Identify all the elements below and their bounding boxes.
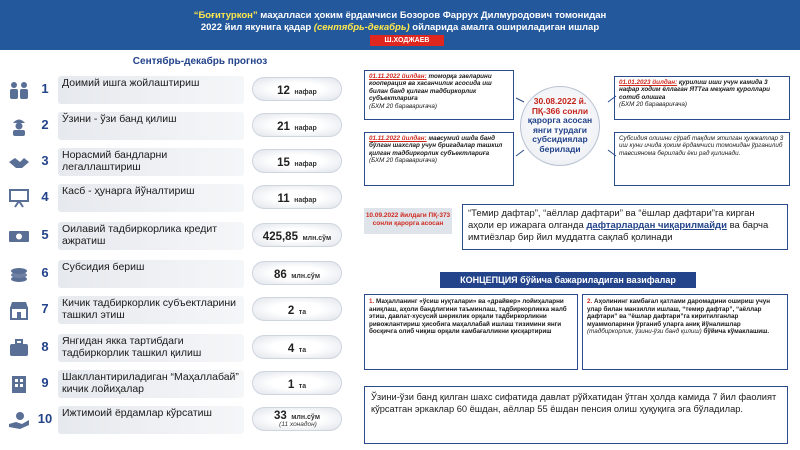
concept-task-1	[364, 294, 578, 370]
row-unit: нафар	[294, 161, 317, 168]
row-value: 86	[273, 269, 287, 281]
notebooks-text-a: “Темир дафтар”, “аёллар дафтари” ва “ёшлар дафтари”га кирган аҳоли ер ижарага олганда	[468, 208, 755, 231]
notebooks-text-b: ва барча имтиёзлар бир йил муддатга сақлаб қолинади	[468, 220, 769, 243]
box2-date: 01.01.2023 йилдан:	[619, 79, 678, 86]
row-value-pill	[252, 407, 342, 431]
row-label: Шакллантириладиган “Маҳаллабай” кичик лойиҳалар	[62, 371, 239, 395]
box1-text: томорқа заеларини кооперация ва хасанчилик асосида иш билан банд қилган тадбиркорлик субъектлариға	[369, 73, 492, 103]
row-value: 1	[287, 379, 295, 391]
row-unit: нафар	[294, 197, 317, 204]
row-label: Оилавий тадбиркорлика кредит ажратиш	[62, 223, 218, 247]
circle-arrows	[512, 80, 622, 190]
header-red-label: Ш.ХОДЖАЕВ	[370, 35, 444, 46]
forecast-row	[4, 108, 346, 143]
header-line-2-a: 2022 йил якунига қадар	[200, 22, 312, 33]
row-value-pill	[252, 185, 342, 209]
forecast-row	[4, 292, 346, 327]
forecast-row	[4, 218, 346, 253]
circle-date: 30.08.2022 й.	[533, 96, 587, 106]
concept-heading: КОНЦЕПЦИЯ бўйича бажариладиган вазифалар	[440, 272, 696, 288]
handshake-icon	[8, 152, 30, 172]
row-unit: та	[298, 309, 307, 316]
row-value-pill	[252, 77, 342, 101]
row-number: 9	[41, 375, 49, 390]
row-label: Кичик тадбиркорлик субъектларини ташкил этиш	[62, 297, 237, 321]
box3-date: 01.11.2022 йилдан:	[369, 135, 427, 142]
box3-note: (БХМ 20 баравариғача)	[369, 157, 437, 165]
row-number: 4	[41, 189, 49, 204]
row-value-pill	[252, 149, 342, 173]
row-unit: нафар	[294, 89, 317, 96]
row-value-pill	[252, 371, 342, 395]
forecast-row	[4, 330, 346, 365]
row-label-box	[58, 334, 244, 362]
shop-icon	[8, 300, 30, 320]
concept-task-2	[582, 294, 788, 370]
coins-icon	[8, 264, 30, 284]
row-number: 6	[41, 265, 49, 280]
row-value: 15	[277, 157, 290, 169]
forecast-row	[4, 180, 346, 215]
row-label-box	[58, 296, 244, 324]
row-unit: млн.сўм	[291, 414, 320, 421]
task2-text: Аҳолининг камбағал қатлами даромадини ошириш учун улар билан манзилли ишлаш, “темир дафтар”, “аёллар дафтари” ва “ёшлар дафтари”га киритилганлар муаммоларини ўрганиб уларга аниқ йўналишлар	[587, 298, 771, 328]
row-label-box	[58, 184, 244, 212]
row-value: 33	[273, 410, 287, 422]
circle-end: берилади	[539, 143, 581, 154]
row-unit: та	[298, 383, 307, 390]
task2-end: бўйича кўмаклашиш.	[701, 328, 770, 336]
header-line-1-text: маҳалласи ҳоким ёрдамчиси Бозоров Фаррух Дилмуродович томонидан	[257, 10, 607, 21]
row-number: 2	[41, 117, 49, 132]
circle-resolution: ПҚ-366 сонли	[531, 105, 589, 116]
money-icon	[8, 226, 30, 246]
row-label: Субсидия бериш	[62, 261, 145, 273]
help-hand-icon	[8, 410, 30, 430]
header-line-2	[0, 22, 800, 34]
row-unit: нафар	[294, 125, 317, 132]
subsidy-box-2	[614, 76, 790, 120]
row-value-pill	[252, 223, 342, 247]
header-line-2-b: ойларида амалга ошириладиган ишлар	[409, 22, 600, 33]
forecast-row	[4, 402, 346, 437]
forecast-row	[4, 144, 346, 179]
row-label: Норасмий бандларни легаллаштириш	[62, 149, 168, 173]
circle-text: қарорга асосан янги турдаги субсидиялар	[527, 115, 593, 144]
box1-date: 01.11.2022 йилдан:	[369, 73, 427, 80]
row-label-box	[58, 406, 244, 434]
row-unit: млн.сўм	[302, 235, 332, 242]
task1-text: Маҳалланинг «ўсиш нуқталари» ва «драйвер» лойиҳаларни аниқлаш, аҳоли бандлигини таъминлаш, тадбиркорликка жалб этиш, давлат-хусусий шериклик орқали тадбиркорликни ривожлантириш ҳисобига маҳаллабай ишлаш тизимини янги босқичга олиб чиқиш орқали камбағалликни қисқартириш	[369, 298, 567, 336]
row-value-pill	[252, 297, 342, 321]
row-label-box	[58, 370, 244, 398]
row-number: 1	[41, 81, 49, 96]
box1-note: (БХМ 20 баравариғача)	[369, 102, 437, 110]
row-label: Ўзини - ўзи банд қилиш	[62, 113, 177, 125]
forecast-title: Сентябрь-декабрь прогноз	[132, 56, 268, 67]
subsidy-box-4	[614, 132, 790, 186]
header-banner	[0, 0, 800, 50]
worker-icon	[8, 116, 30, 136]
briefcase-icon	[8, 338, 30, 358]
row-number: 10	[37, 411, 53, 426]
row-value-pill	[252, 335, 342, 359]
notebooks-text-bold: дафтарлардан чиқарилмайди	[586, 220, 727, 231]
row-label: Доимий ишга жойлаштириш	[62, 77, 200, 89]
resolution-badge: 10.09.2022 йилдаги ПҚ-373 сонли қарорга асосан	[364, 208, 452, 234]
row-value: 21	[277, 121, 290, 133]
task2-number: 2.	[587, 298, 593, 305]
pension-info-box: Ўзини-ўзи банд қилган шахс сифатида давлат рўйхатидан ўтган ҳолда камида 7 йил фаолият кўрсатган эркаклар 60 ёшдан, аёллар 55 ёшдан пенсия олиш ҳуқуқига эга бўладилар.	[364, 386, 788, 444]
row-value: 2	[287, 305, 295, 317]
header-line-1	[0, 10, 800, 22]
row-label-box	[58, 112, 244, 140]
row-label-box	[58, 222, 244, 250]
row-number: 8	[41, 339, 49, 354]
people-group-icon	[8, 80, 30, 100]
box2-note: (БХМ 20 баравариғача)	[619, 101, 687, 109]
row-label: Янгидан якка тартибдаги тадбиркорлик ташкил қилиш	[62, 335, 202, 359]
notebooks-info-box	[462, 204, 788, 250]
row-unit: та	[298, 347, 307, 354]
row-value: 12	[277, 85, 290, 97]
header-period: (сентябрь-декабрь)	[311, 22, 410, 33]
box4-text: Субсидия олишни сўраб тақдим этилган ҳужжатлар 3 иш куни ичида ҳоким ёрдамчиси томонидан ўрганилиб тавсияномa берилади ёки рад қилинади.	[619, 135, 784, 157]
row-number: 7	[41, 301, 49, 316]
row-subnote: (11 хонадон)	[279, 421, 317, 428]
subsidy-box-1	[364, 70, 514, 120]
row-value: 11	[277, 193, 290, 205]
row-label: Ижтимоий ёрдамлар кўрсатиш	[62, 407, 212, 419]
forecast-row	[4, 256, 346, 291]
forecast-row	[4, 72, 346, 107]
row-label: Касб - ҳунарга йўналтириш	[62, 185, 195, 197]
row-value: 4	[287, 343, 295, 355]
task1-number: 1.	[369, 298, 375, 305]
box2-text: қурилиш иши учун камида 3 нафар ходим ёллаган ЯТТга меҳнат қуроллари сотиб олишга	[619, 79, 771, 101]
row-number: 3	[41, 153, 49, 168]
subsidy-box-3	[364, 132, 514, 186]
row-unit: млн.сўм	[291, 273, 320, 280]
mahalla-name: “Боғитуркон”	[193, 10, 258, 21]
row-value: 425,85	[262, 231, 298, 243]
row-number: 5	[41, 227, 49, 242]
forecast-row	[4, 366, 346, 401]
presentation-icon	[8, 188, 30, 208]
row-label-box	[58, 148, 244, 176]
row-value-pill	[252, 113, 342, 137]
box3-text: мавсумий ишда банд бўлган шахслар учун бригадалар ташкил қилган тадбиркорлик субъектлариға	[369, 135, 503, 157]
row-label-box	[58, 76, 244, 104]
task2-italic: (тадбиркорлик, ўзини-ўзи банд қилиш)	[587, 328, 702, 336]
row-value-pill	[252, 261, 342, 285]
row-label-box	[58, 260, 244, 288]
building-icon	[8, 374, 30, 394]
